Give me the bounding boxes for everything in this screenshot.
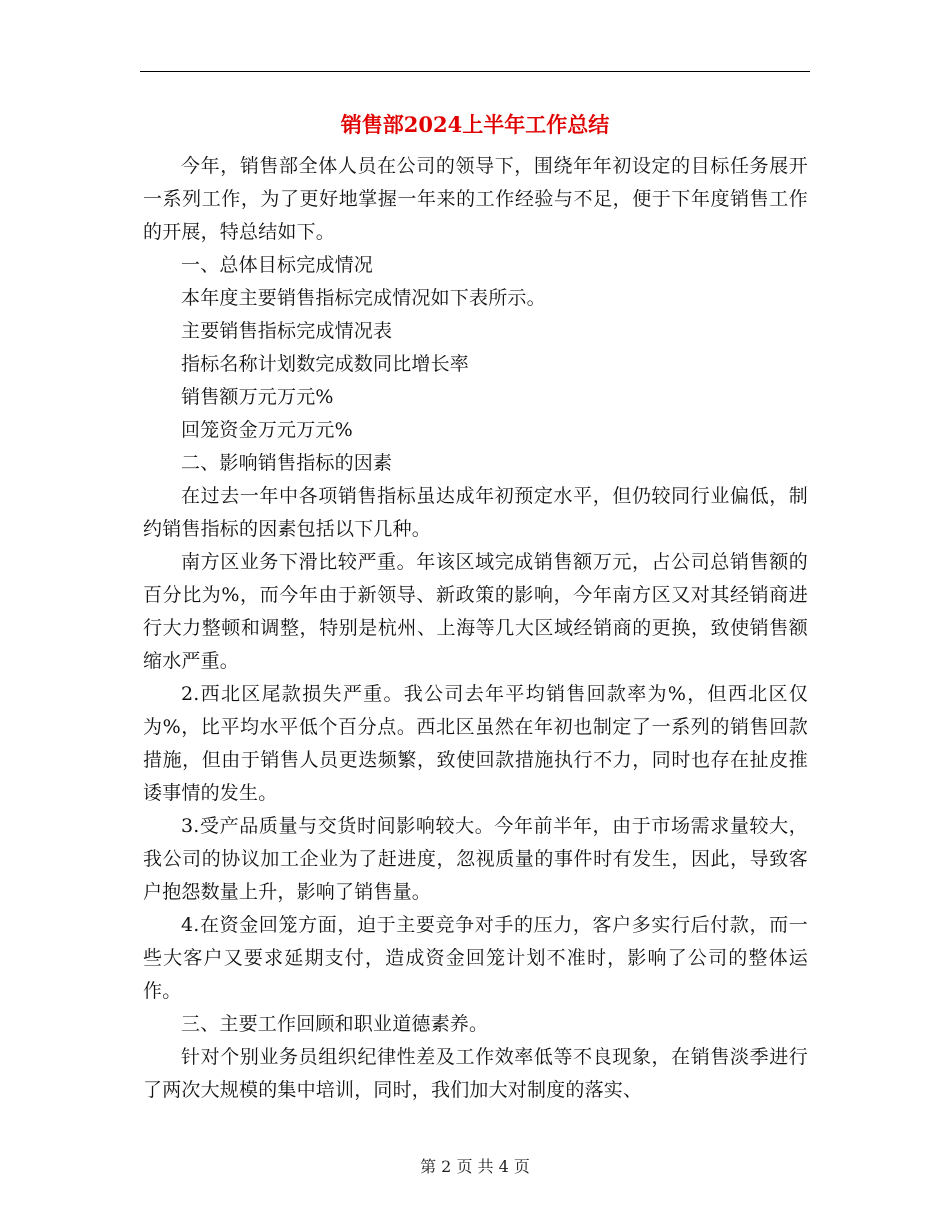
paragraph-factors-intro: 在过去一年中各项销售指标虽达成年初预定水平，但仍较同行业偏低，制约销售指标的因素包括以下几种。	[143, 485, 808, 540]
paragraph-intro: 今年，销售部全体人员在公司的领导下，围绕年年初设定的目标任务展开一系列工作，为了更好地掌握一年来的工作经验与不足，便于下年度销售工作的开展，特总结如下。	[143, 155, 808, 243]
page-number: 第 2 页 共 4 页	[420, 1157, 530, 1176]
header-rule	[140, 71, 810, 72]
paragraph-table-intro: 本年度主要销售指标完成情况如下表所示。	[181, 287, 546, 309]
document-title: 销售部2024上半年工作总结	[340, 112, 610, 137]
table-row-sales: 销售额万元万元%	[181, 386, 334, 408]
paragraph-factor-south: 南方区业务下滑比较严重。年该区域完成销售额万元，占公司总销售额的百分比为%，而今年由于新领导、新政策的影响，今年南方区又对其经销商进行大力整顿和调整，特别是杭州、上海等几大区域经销商的更换，致使销售额缩水严重。	[143, 551, 808, 672]
paragraph-training: 针对个别业务员组织纪律性差及工作效率低等不良现象，在销售淡季进行了两次大规模的集中培训，同时，我们加大对制度的落实、	[143, 1046, 808, 1101]
paragraph-factor-northwest: 2.西北区尾款损失严重。我公司去年平均销售回款率为%，但西北区仅为%，比平均水平低个百分点。西北区虽然在年初也制定了一系列的销售回款措施，但由于销售人员更迭频繁，致使回款措施执行不力，同时也存在扯皮推诿事情的发生。	[143, 683, 808, 804]
table-row-collection: 回笼资金万元万元%	[181, 419, 353, 441]
paragraph-factor-funds: 4.在资金回笼方面，迫于主要竞争对手的压力，客户多实行后付款，而一些大客户又要求延期支付，造成资金回笼计划不准时，影响了公司的整体运作。	[143, 914, 808, 1002]
heading-section-1: 一、总体目标完成情况	[181, 254, 374, 276]
table-header-row: 指标名称计划数完成数同比增长率	[181, 353, 470, 375]
heading-section-3: 三、主要工作回顾和职业道德素养。	[181, 1013, 489, 1035]
heading-section-2: 二、影响销售指标的因素	[181, 452, 393, 474]
paragraph-factor-quality: 3.受产品质量与交货时间影响较大。今年前半年，由于市场需求量较大，我公司的协议加工企业为了赶进度，忽视质量的事件时有发生，因此，导致客户抱怨数量上升，影响了销售量。	[143, 815, 808, 903]
table-caption: 主要销售指标完成情况表	[181, 320, 393, 342]
document-body	[143, 150, 808, 1107]
